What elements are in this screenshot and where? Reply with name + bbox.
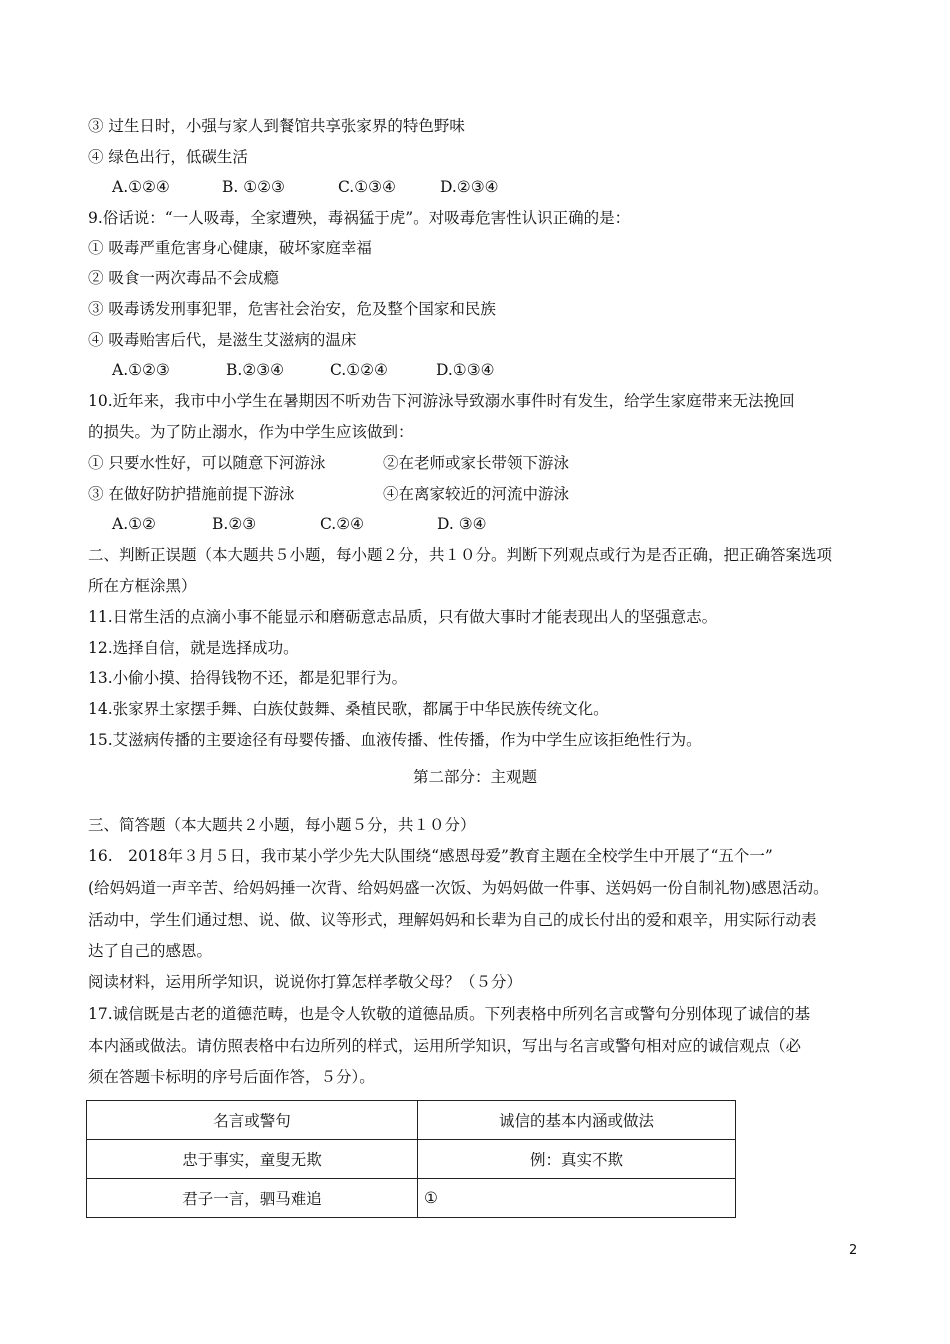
q17-line3: 须在答题卡标明的序号后面作答，５分）。 <box>88 1068 375 1086</box>
q8-item-3: ③ 过生日时，小强与家人到餐馆共享张家界的特色野味 <box>88 117 465 135</box>
table-cell: ① <box>418 1179 736 1218</box>
q10-option-b: B.②③ <box>212 515 257 533</box>
q8-option-d: D.②③④ <box>440 178 499 196</box>
table-header-row <box>87 1101 736 1140</box>
q9-option-d: D.①③④ <box>436 361 495 379</box>
q16-line4: 达了自己的感恩。 <box>88 942 213 960</box>
q9-option-b: B.②③④ <box>226 361 285 379</box>
q17-line2: 本内涵或做法。请仿照表格中右边所列的样式，运用所学知识，写出与名言或警句相对应的诚信观点（必 <box>88 1037 802 1055</box>
q8-option-c: C.①③④ <box>338 178 396 196</box>
q9-stem: 9.俗话说：“一人吸毒，全家遭殃，毒祸猛于虎”。对吸毒危害性认识正确的是： <box>88 209 631 227</box>
q9-item-2: ② 吸食一两次毒品不会成瘾 <box>88 269 279 287</box>
q11: 11.日常生活的点滴小事不能显示和磨砺意志品质，只有做大事时才能表现出人的坚强意志。 <box>88 608 718 626</box>
q9-item-3: ③ 吸毒诱发刑事犯罪，危害社会治安，危及整个国家和民族 <box>88 300 496 318</box>
section2-heading-line1: 二、判断正误题（本大题共５小题，每小题２分，共１０分。判断下列观点或行为是否正确，把正确答案选项 <box>88 546 833 564</box>
table-cell: 例：真实不欺 <box>418 1140 736 1179</box>
q12: 12.选择自信，就是选择成功。 <box>88 639 299 657</box>
q8-option-a: A.①②④ <box>112 178 170 196</box>
q9-item-1: ① 吸毒严重危害身心健康，破坏家庭幸福 <box>88 239 372 257</box>
q10-stem-line1: 10.近年来，我市中小学生在暑期因不听劝告下河游泳导致溺水事件时有发生，给学生家庭带来无法挽回 <box>88 392 795 410</box>
q9-item-4: ④ 吸毒贻害后代，是滋生艾滋病的温床 <box>88 331 357 349</box>
q16-line5: 阅读材料，运用所学知识，说说你打算怎样孝敬父母？（５分） <box>88 973 523 991</box>
q10-stem-line2: 的损失。为了防止溺水，作为中学生应该做到： <box>88 423 414 441</box>
section3-heading: 三、简答题（本大题共２小题，每小题５分，共１０分） <box>88 816 476 834</box>
q10-option-d: D. ③④ <box>437 515 487 533</box>
part2-title: 第二部分：主观题 <box>412 768 537 786</box>
table-cell: 忠于事实，童叟无欺 <box>87 1140 418 1179</box>
q9-option-a: A.①②③ <box>112 361 170 379</box>
section2-heading-line2: 所在方框涂黑） <box>88 577 197 595</box>
table-row <box>87 1179 736 1218</box>
q8-item-4: ④ 绿色出行，低碳生活 <box>88 148 248 166</box>
q17-line1: 17.诚信既是古老的道德范畴，也是令人钦敬的道德品质。下列表格中所列名言或警句分别体现了诚信的基 <box>88 1005 811 1023</box>
q10-item-4: ④在离家较近的河流中游泳 <box>383 485 570 503</box>
q8-option-b: B. ①②③ <box>222 178 285 196</box>
table-row <box>87 1140 736 1179</box>
q13: 13.小偷小摸、拾得钱物不还，都是犯罪行为。 <box>88 669 408 687</box>
table-cell: 君子一言，驷马难追 <box>87 1179 418 1218</box>
q16-line3: 活动中，学生们通过想、说、做、议等形式，理解妈妈和长辈为自己的成长付出的爱和艰辛，用实际行动表 <box>88 911 817 929</box>
table-header-cell: 名言或警句 <box>87 1101 418 1140</box>
q10-item-2: ②在老师或家长带领下游泳 <box>383 454 570 472</box>
page-number: 2 <box>849 1243 858 1258</box>
q10-item-1: ① 只要水性好，可以随意下河游泳 <box>88 454 326 472</box>
q14: 14.张家界土家摆手舞、白族仗鼓舞、桑植民歌，都属于中华民族传统文化。 <box>88 700 609 718</box>
q15: 15.艾滋病传播的主要途径有母婴传播、血液传播、性传播，作为中学生应该拒绝性行为。 <box>88 731 702 749</box>
q16-line2: (给妈妈道一声辛苦、给妈妈捶一次背、给妈妈盛一次饭、为妈妈做一件事、送妈妈一份自制礼物)感恩活动。 <box>88 879 829 897</box>
q16-line1: 16. 2018年３月５日，我市某小学少先大队围绕“感恩母爱”教育主题在全校学生中开展了“五个一” <box>88 847 773 865</box>
q10-item-3: ③ 在做好防护措施前提下游泳 <box>88 485 295 503</box>
table-header-cell: 诚信的基本内涵或做法 <box>418 1101 736 1140</box>
q10-option-c: C.②④ <box>320 515 365 533</box>
q10-option-a: A.①② <box>112 515 156 533</box>
quote-table <box>86 1100 736 1218</box>
q9-option-c: C.①②④ <box>330 361 388 379</box>
